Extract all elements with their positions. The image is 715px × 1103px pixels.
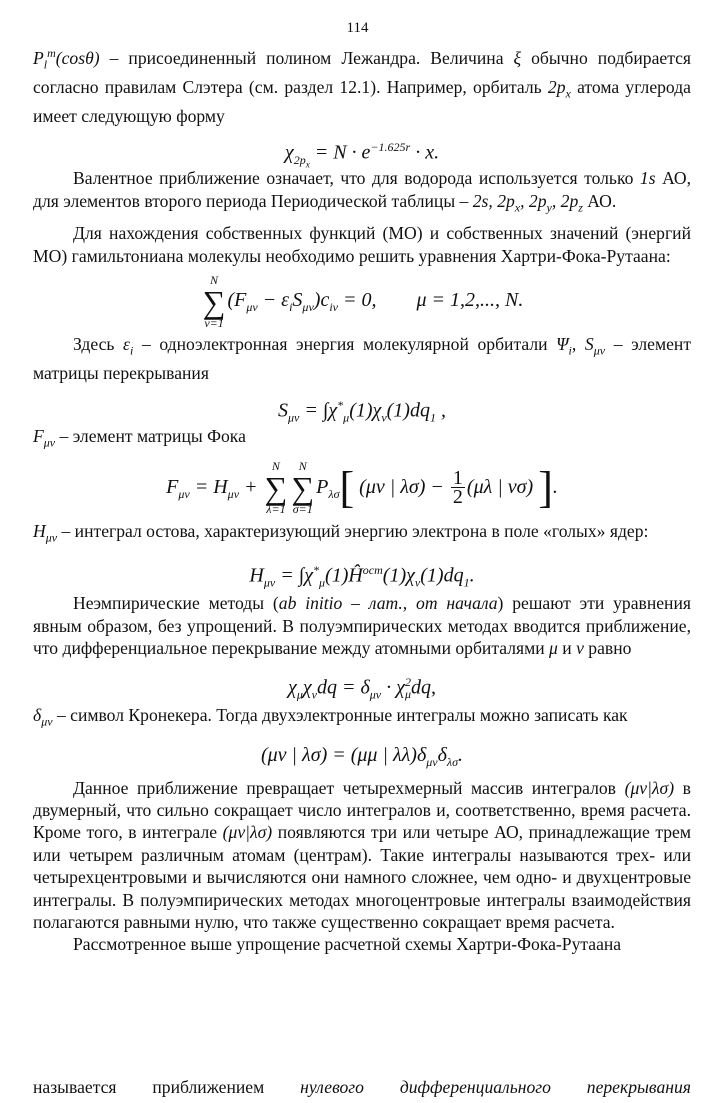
f-symbol: F: [33, 425, 44, 446]
eq-sub: ν: [414, 576, 421, 591]
integral-notation: (μν|λσ): [222, 822, 273, 843]
eq-text: dq = δ: [316, 676, 370, 699]
eq-sub: λσ: [328, 486, 340, 501]
orbital-sub: z: [578, 200, 583, 215]
paragraph-hfr: Для нахождения собственных функций (МО) и собственных значений (энергий МО) гамильтониана молекулы необходимо решить уравнения Хартри-Фока-Рутаана:: [33, 223, 691, 266]
eq-text: (μν | λσ) −: [354, 475, 449, 498]
equation-core: [33, 548, 691, 592]
orbital-2p: 2p: [547, 76, 566, 97]
eq-sub: 1: [463, 576, 470, 591]
eq-text: δ: [437, 743, 447, 766]
orbital-sub: x: [565, 86, 571, 101]
eq-sup: *: [337, 397, 344, 412]
paragraph-legendre: [33, 42, 691, 127]
eq-text: H: [249, 565, 264, 588]
text-run: равно: [583, 638, 632, 659]
h-sub: μν: [45, 530, 58, 545]
text-run: – одноэлектронная энергия молекулярной орбитали: [133, 334, 557, 355]
eq-sub: μν: [369, 687, 382, 702]
integral-notation: (μν|λσ): [624, 777, 675, 798]
eq-sub: μν: [288, 410, 300, 425]
eq-sup: ост: [362, 563, 383, 578]
s-sub: μν: [593, 343, 606, 358]
eq-text: +: [239, 475, 263, 498]
text-run: называется: [33, 1077, 117, 1097]
eq-text: = 0,: [338, 289, 377, 312]
orbital-list: 2s, 2p: [472, 190, 515, 211]
legendre-arg: (cosθ): [55, 47, 100, 68]
sum-lower: λ=1: [266, 501, 286, 516]
text-run: в двумерный, что сильно сокращает число интегралов и, соответственно, время расчета. Кроме того, в интеграле: [33, 777, 691, 843]
italic-term: перекрывания: [586, 1077, 691, 1097]
legendre-sub: l: [43, 57, 48, 72]
eq-sub: μν: [178, 486, 190, 501]
eq-sub: μ: [404, 687, 411, 702]
italic-term: дифференциального: [399, 1077, 551, 1097]
eq-subsub: x: [305, 159, 310, 170]
text-run: – элемент матрицы перекрывания: [33, 334, 692, 384]
eq-text: S: [278, 399, 289, 422]
h-symbol: H: [33, 520, 46, 541]
text-run: – интеграл остова, характеризующий энергию электрона в поле «голых» ядер:: [57, 520, 649, 541]
eq-sub: ν: [311, 687, 317, 702]
paragraph-summary: Рассмотренное выше упрощение расчетной схемы Хартри-Фока-Рутаана: [73, 934, 622, 955]
eq-text: (μν | λσ) = (μμ | λλ)δ: [260, 743, 427, 766]
text-run: Данное приближение превращает четырехмерный массив интегралов: [73, 777, 625, 798]
eq-sub: μν: [302, 300, 314, 315]
paragraph-fock: [33, 425, 691, 454]
bracket-close: ]: [538, 462, 553, 512]
paragraph-approximation: [33, 777, 691, 934]
psi-sub: i: [568, 343, 572, 358]
eq-text: (1)dq: [386, 399, 430, 422]
eq-text: (μλ | νσ): [466, 475, 539, 498]
sum-upper: N: [210, 272, 219, 287]
text-run: – элемент матрицы Фока: [55, 425, 246, 446]
text-run: атома углерода имеет следующую форму: [33, 76, 691, 126]
eq-text: · x.: [410, 141, 440, 164]
eq-sub: i: [289, 300, 293, 315]
paragraph-valence: [33, 167, 691, 218]
text-run: Здесь: [73, 334, 124, 355]
paragraph-core: [33, 520, 691, 549]
text-run: и: [557, 638, 577, 659]
sum-operator: N ∑ ν=1: [202, 272, 226, 330]
equation-two-electron: [33, 733, 691, 777]
eq-sub: μν: [246, 300, 258, 315]
epsilon-symbol: ε: [123, 334, 130, 355]
eq-text: μ = 1,2,..., N.: [416, 289, 524, 312]
eq-text: (1)dq: [420, 565, 464, 588]
eps-sub: i: [129, 343, 134, 358]
eq-sub: 1: [429, 410, 436, 425]
xi-symbol: ξ: [513, 47, 522, 68]
paragraph-kronecker: [33, 704, 691, 733]
italic-term: нулевого: [300, 1077, 364, 1097]
eq-text: = N · e: [309, 141, 371, 164]
text-run: Валентное приближение означает, что для водорода используется только: [73, 168, 640, 189]
eq-text: ,: [435, 399, 446, 422]
legendre-symbol: P: [33, 47, 44, 68]
text-run: появляются три или четыре АО, принадлежащие трем или четырем различным атомам (центрам). Такие интегралы называются трех- или четырехцентровыми и вычисляются они намного сложнее, чем одно- и двухцентровые интегралы. В полуэмпирических методах многоцентровые интегралы взаимодействия полагаются равными нулю, что также существенно сокращает время расчета.: [33, 822, 691, 932]
eq-text: F: [166, 475, 179, 498]
f-sub: μν: [43, 435, 56, 450]
eq-text: dq,: [410, 676, 436, 699]
delta-symbol: δ: [33, 704, 42, 725]
text-run: – присоединенный полином Лежандра. Величина: [99, 47, 514, 68]
sum-upper: N: [298, 458, 307, 473]
ab-initio-term: ab initio – лат., от начала: [278, 593, 498, 614]
eq-text: = H: [189, 475, 228, 498]
equation-fock: [33, 454, 691, 520]
text-run: Неэмпирические методы (: [73, 593, 279, 614]
eq-text: χ: [288, 676, 297, 699]
bracket-open: [: [339, 462, 355, 512]
equation-zdo: [33, 660, 691, 704]
eq-text: χ: [302, 676, 312, 699]
eq-text: (1)χ: [382, 565, 415, 588]
orbital-list: , 2p: [520, 190, 547, 211]
legendre-sup: m: [47, 46, 56, 60]
eq-text: = ∫χ: [275, 565, 313, 588]
orbital-sub: x: [514, 200, 521, 215]
paragraph-methods: [33, 592, 691, 659]
fraction-half: [451, 467, 465, 509]
eq-text: (1)Ĥ: [325, 565, 363, 588]
sum-upper: N: [271, 458, 280, 473]
eq-text: · χ: [381, 676, 405, 699]
eq-sub: μ: [296, 687, 303, 702]
eq-sup: 2: [404, 674, 411, 689]
eq-sub: λσ: [446, 754, 459, 769]
orbital-1s: 1s: [639, 168, 656, 189]
eq-text: (F: [227, 289, 247, 312]
sum-lower: ν=1: [204, 315, 224, 330]
s-symbol: S: [584, 334, 594, 355]
eq-text: .: [552, 475, 558, 498]
text-run: ) решают эти уравнения явным образом, без упрощений. В полуэмпирических методах вводится приближение, что дифференциальное перекрывание между атомными орбиталями: [33, 593, 691, 659]
eq-text: .: [458, 743, 464, 766]
equation-hfr: [33, 267, 691, 333]
sum-lower: σ=1: [292, 501, 313, 516]
page-number: 114: [346, 20, 369, 36]
eq-text: − ε: [257, 289, 290, 312]
sum-operator-sigma: N ∑ σ=1: [291, 458, 315, 516]
eq-sup: *: [313, 563, 319, 578]
eq-sub: μ: [319, 576, 326, 591]
eq-text: = ∫χ: [299, 399, 338, 422]
eq-text: (1)χ: [349, 399, 382, 422]
eq-text: )c: [313, 289, 330, 312]
fraction-denominator: 2: [452, 486, 463, 509]
eq-sub: μν: [263, 576, 276, 591]
text-run: – символ Кронекера. Тогда двухэлектронные интегралы можно записать как: [52, 704, 628, 725]
eq-sub: 2p: [293, 152, 306, 167]
delta-sub: μν: [41, 714, 53, 729]
eq-sub: μν: [426, 754, 438, 769]
eq-sub: μν: [227, 486, 240, 501]
nu-symbol: ν: [576, 638, 584, 659]
orbital-list: , 2p: [551, 190, 579, 211]
eq-sub: iν: [329, 300, 338, 315]
eq-sub: μ: [343, 410, 350, 425]
page-body: [33, 42, 691, 956]
psi-symbol: Ψ: [556, 334, 569, 355]
paragraph-energy: [33, 333, 691, 384]
text-run: АО.: [582, 190, 617, 211]
text-run: ,: [571, 334, 585, 355]
text-run: АО, для элементов второго периода Периодической таблицы –: [33, 168, 691, 211]
last-line: [33, 1076, 691, 1098]
mu-symbol: μ: [549, 638, 558, 659]
sum-operator-lambda: N ∑ λ=1: [264, 458, 288, 516]
orbital-sub: y: [546, 200, 552, 215]
equation-overlap: [33, 385, 691, 425]
eq-text: S: [292, 289, 303, 312]
eq-exponent: −1.625r: [370, 140, 411, 155]
fraction-numerator: 1: [452, 467, 463, 490]
eq-sub: ν: [381, 410, 387, 425]
eq-text: .: [469, 565, 475, 588]
equation-orbital: [33, 127, 691, 170]
eq-text: P: [316, 475, 329, 498]
text-run: приближением: [152, 1077, 265, 1097]
text-run: обычно подбирается согласно правилам Слэтера (см. раздел 12.1). Например, орбиталь: [33, 47, 691, 97]
chi-symbol: χ: [284, 141, 294, 164]
